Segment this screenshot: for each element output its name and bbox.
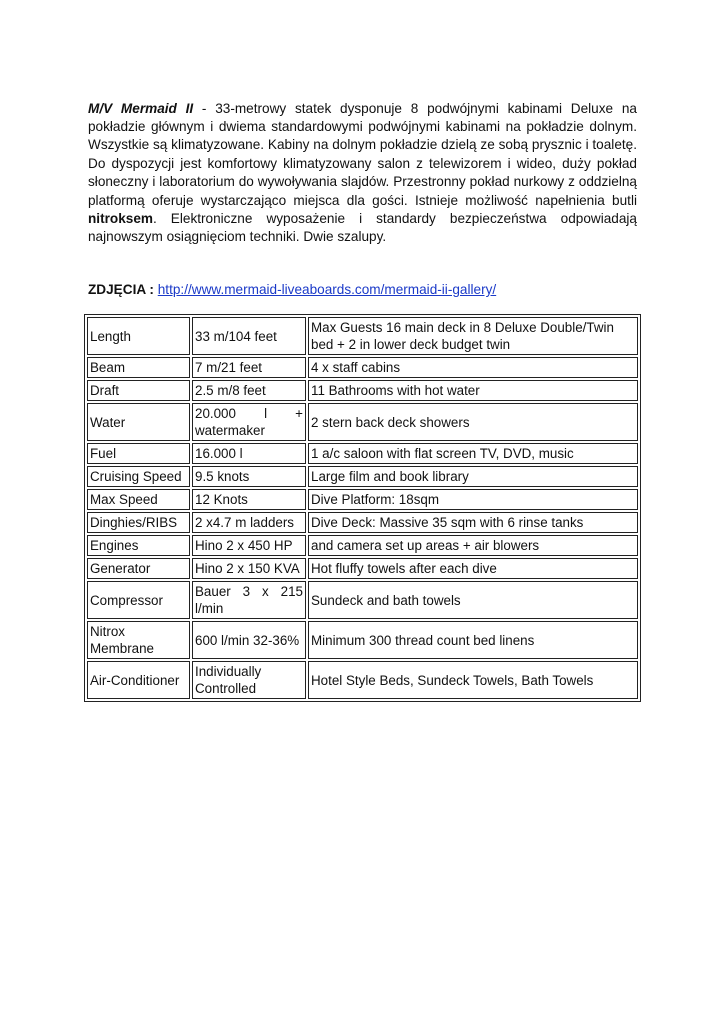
spec-name: Length — [87, 317, 190, 355]
spec-value: Hino 2 x 150 KVA — [192, 558, 306, 579]
spec-feature: Max Guests 16 main deck in 8 Deluxe Double/Twin bed + 2 in lower deck budget twin — [308, 317, 638, 355]
table-row — [87, 512, 638, 533]
table-row — [87, 621, 638, 659]
spec-value: 12 Knots — [192, 489, 306, 510]
spec-feature: 11 Bathrooms with hot water — [308, 380, 638, 401]
spec-value: Individually Controlled — [192, 661, 306, 699]
table-row — [87, 317, 638, 355]
spec-name: Air-Conditioner — [87, 661, 190, 699]
spec-name: Engines — [87, 535, 190, 556]
spec-feature: Sundeck and bath towels — [308, 581, 638, 619]
spec-name: Beam — [87, 357, 190, 378]
intro-paragraph — [88, 100, 637, 247]
table-row — [87, 661, 638, 699]
table-row — [87, 380, 638, 401]
intro-bold-word: nitroksem — [88, 211, 153, 227]
intro-text-1: - 33-metrowy statek dysponuje 8 podwójnymi kabinami Deluxe na pokładzie głównym i dwiema standardowymi podwójnymi kabinami na pokładzie dolnym. Wszystkie są klimatyzowane. Kabiny na dolnym pokładzie dzielą ze sobą prysznic i toaletę. Do dyspozycji jest komfortowy klimatyzowany salon z telewizorem i wideo, duży pokład słoneczny i laboratorium do wywoływania slajdów. Przestronny pokład nurkowy z oddzielną platformą oferuje wystarczająco miejsca dla gości. Istnieje możliwość napełnienia butli — [88, 100, 637, 208]
table-row — [87, 357, 638, 378]
spec-feature: Large film and book library — [308, 466, 638, 487]
spec-value: Bauer 3 x 215 l/min — [192, 581, 306, 619]
spec-value: 20.000 l + watermaker — [192, 403, 306, 441]
spec-feature: Dive Deck: Massive 35 sqm with 6 rinse tanks — [308, 512, 638, 533]
spec-name: Compressor — [87, 581, 190, 619]
spec-name: Max Speed — [87, 489, 190, 510]
table-row — [87, 581, 638, 619]
spec-feature: and camera set up areas + air blowers — [308, 535, 638, 556]
intro-text-2: . Elektroniczne wyposażenie i standardy bezpieczeństwa odpowiadają najnowszym osiągnięciom techniki. Dwie szalupy. — [88, 211, 637, 245]
spec-name: Water — [87, 403, 190, 441]
spec-feature: Hot fluffy towels after each dive — [308, 558, 638, 579]
spec-feature: Hotel Style Beds, Sundeck Towels, Bath Towels — [308, 661, 638, 699]
spec-name: Fuel — [87, 443, 190, 464]
spec-value: Hino 2 x 450 HP — [192, 535, 306, 556]
gallery-line — [88, 281, 496, 299]
spec-name: Draft — [87, 380, 190, 401]
gallery-link[interactable]: http://www.mermaid-liveaboards.com/mermaid-ii-gallery/ — [157, 282, 497, 297]
spec-feature: 1 a/c saloon with flat screen TV, DVD, music — [308, 443, 638, 464]
table-row — [87, 466, 638, 487]
table-row — [87, 443, 638, 464]
spec-value: 9.5 knots — [192, 466, 306, 487]
spec-feature: 2 stern back deck showers — [308, 403, 638, 441]
spec-value: 7 m/21 feet — [192, 357, 306, 378]
spec-value: 600 l/min 32-36% — [192, 621, 306, 659]
table-row — [87, 403, 638, 441]
vessel-title: M/V Mermaid II — [88, 100, 194, 116]
specs-table — [84, 314, 641, 702]
spec-name: Cruising Speed — [87, 466, 190, 487]
spec-name: Dinghies/RIBS — [87, 512, 190, 533]
spec-value: 33 m/104 feet — [192, 317, 306, 355]
spec-feature: 4 x staff cabins — [308, 357, 638, 378]
spec-value: 16.000 l — [192, 443, 306, 464]
spec-feature: Dive Platform: 18sqm — [308, 489, 638, 510]
table-row — [87, 489, 638, 510]
table-row — [87, 535, 638, 556]
spec-value: 2.5 m/8 feet — [192, 380, 306, 401]
gallery-label: ZDJĘCIA : — [88, 282, 154, 297]
spec-name: Nitrox Membrane — [87, 621, 190, 659]
spec-feature: Minimum 300 thread count bed linens — [308, 621, 638, 659]
table-row — [87, 558, 638, 579]
spec-name: Generator — [87, 558, 190, 579]
spec-value: 2 x4.7 m ladders — [192, 512, 306, 533]
